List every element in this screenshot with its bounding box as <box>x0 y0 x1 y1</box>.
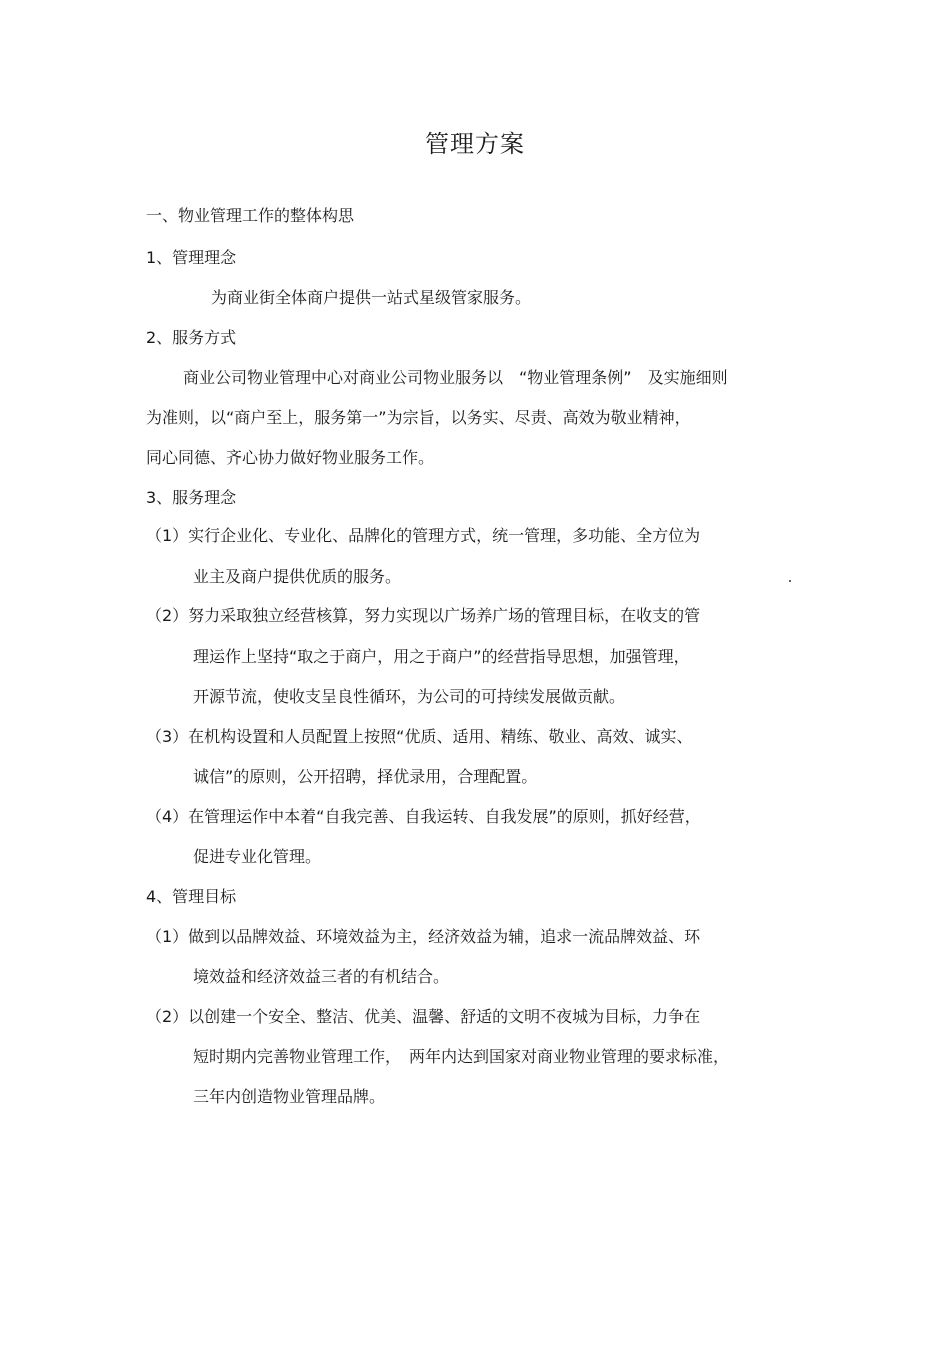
list-item-line: 境效益和经济效益三者的有机结合。 <box>193 967 450 986</box>
paragraph-line: 为准则，以“商户至上，服务第一”为宗旨，以务实、尽责、高效为敬业精神， <box>146 408 691 427</box>
item-heading-2: 2、服务方式 <box>146 328 237 347</box>
list-item-line: （4）在管理运作中本着“自我完善、自我运转、自我发展”的原则，抓好经营， <box>146 807 701 826</box>
item-heading-4: 4、管理目标 <box>146 887 237 906</box>
list-item-line: （2）以创建一个安全、整洁、优美、温馨、舒适的文明不夜城为目标，力争在 <box>146 1007 701 1026</box>
list-item-line: （2）努力采取独立经营核算，努力实现以广场养广场的管理目标，在收支的管 <box>146 606 701 625</box>
section-heading: 一、物业管理工作的整体构思 <box>146 206 355 225</box>
list-item-line: 开源节流，使收支呈良性循环，为公司的可持续发展做贡献。 <box>193 687 626 706</box>
list-item-line: （3）在机构设置和人员配置上按照“优质、适用、精练、敬业、高效、诚实、 <box>146 727 693 746</box>
list-item-line: 业主及商户提供优质的服务。 <box>193 567 402 586</box>
list-item-line: 短时期内完善物业管理工作， 两年内达到国家对商业物业管理的要求标准， <box>193 1047 730 1066</box>
paragraph-line: 为商业街全体商户提供一站式星级管家服务。 <box>211 288 532 307</box>
stray-dot <box>789 580 791 582</box>
list-item-line: （1）实行企业化、专业化、品牌化的管理方式，统一管理，多功能、全方位为 <box>146 526 701 545</box>
item-heading-3: 3、服务理念 <box>146 488 237 507</box>
list-item-line: 理运作上坚持“取之于商户，用之于商户”的经营指导思想，加强管理， <box>193 647 690 666</box>
list-item-line: 诚信”的原则，公开招聘，择优录用，合理配置。 <box>193 767 538 786</box>
list-item-line: （1）做到以品牌效益、环境效益为主，经济效益为辅，追求一流品牌效益、环 <box>146 927 701 946</box>
page-title: 管理方案 <box>425 130 525 158</box>
paragraph-line: 同心同德、齐心协力做好物业服务工作。 <box>146 448 435 467</box>
list-item-line: 三年内创造物业管理品牌。 <box>193 1087 386 1106</box>
list-item-line: 促进专业化管理。 <box>193 847 322 866</box>
paragraph-line: 商业公司物业管理中心对商业公司物业服务以 “物业管理条例” 及实施细则 <box>183 368 728 387</box>
item-heading-1: 1、管理理念 <box>146 248 237 267</box>
